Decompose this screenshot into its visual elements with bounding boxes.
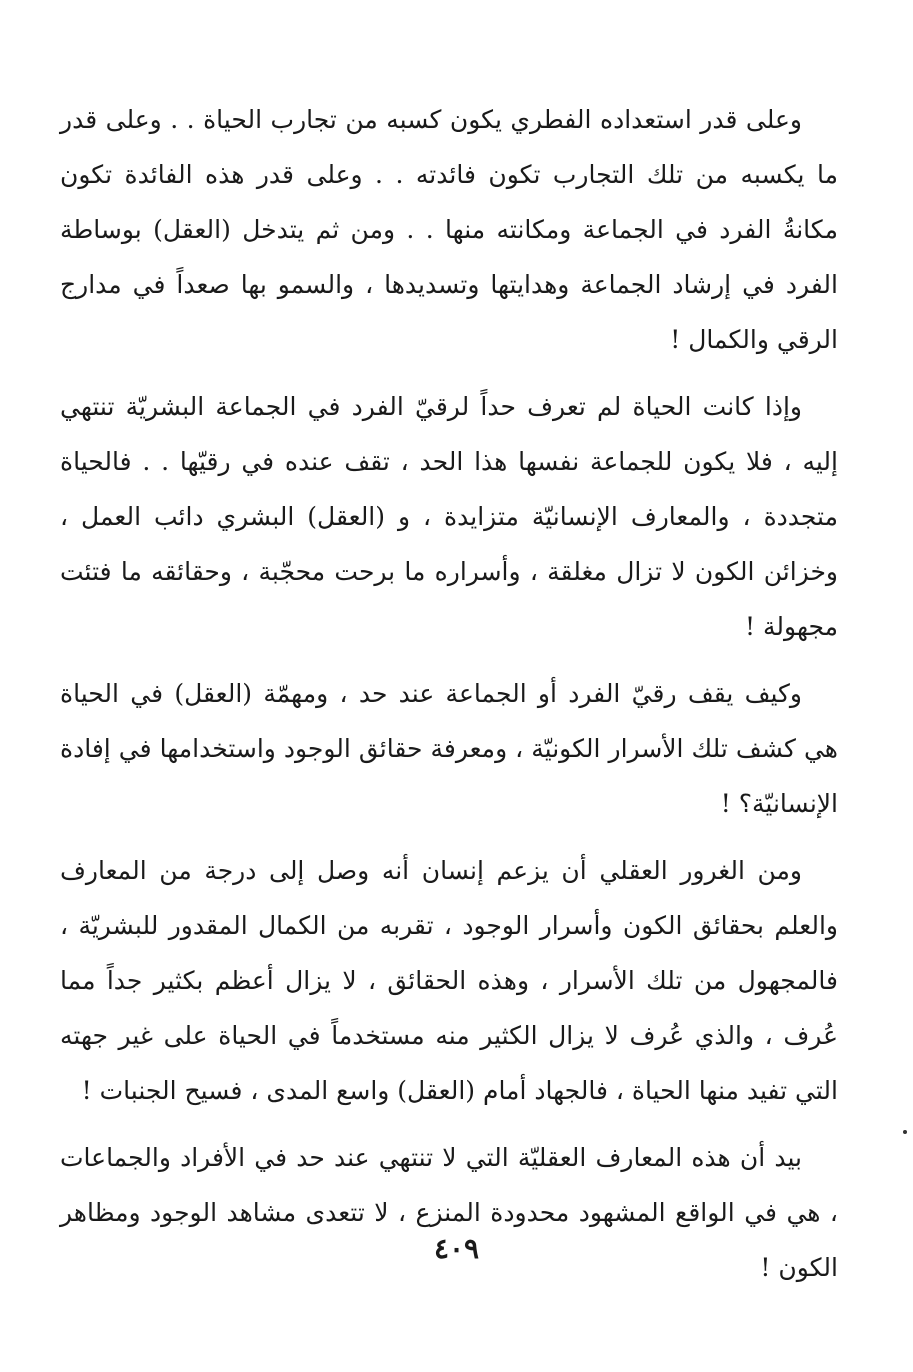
- page-body: [60, 92, 838, 1307]
- page-number: ٤٠٩: [433, 1232, 480, 1265]
- paragraph-3: وكيف يقف رقيّ الفرد أو الجماعة عند حد ، ومهمّة (العقل) في الحياة هي كشف تلك الأسرار الكونيّة ، ومعرفة حقائق الوجود واستخدامها في إفادة الإنسانيّة؟ !: [60, 679, 838, 818]
- paragraph-4: ومن الغرور العقلي أن يزعم إنسان أنه وصل إلى درجة من المعارف والعلم بحقائق الكون وأسرار الوجود ، تقربه من الكمال المقدور للبشريّة ، فالمجهول من تلك الأسرار ، وهذه الحقائق ، لا يزال أعظم بكثير جداً مما عُرف ، والذي عُرف لا يزال الكثير منه مستخدماً في الحياة على غير جهته التي تفيد منها الحياة ، فالجهاد أمام (العقل) واسع المدى ، فسيح الجنبات !: [60, 856, 838, 1105]
- paragraph-5: بيد أن هذه المعارف العقليّة التي لا تنتهي عند حد في الأفراد والجماعات ، هي في الواقع المشهود محدودة المنزع ، لا تتعدى مشاهد الوجود ومظاهر الكون !: [60, 1143, 838, 1282]
- paragraph-2: وإذا كانت الحياة لم تعرف حداً لرقيّ الفرد في الجماعة البشريّة تنتهي إليه ، فلا يكون للجماعة نفسها هذا الحد ، تقف عنده في رقيّها . . فالحياة متجددة ، والمعارف الإنسانيّة متزايدة ، و (العقل) البشري دائب العمل ، وخزائن الكون لا تزال مغلقة ، وأسراره ما برحت محجّبة ، وحقائقه ما فتئت مجهولة !: [60, 392, 838, 641]
- scan-speck: [903, 1130, 907, 1134]
- paragraph-1: وعلى قدر استعداده الفطري يكون كسبه من تجارب الحياة . . وعلى قدر ما يكسبه من تلك التجارب تكون فائدته . . وعلى قدر هذه الفائدة تكون مكانةُ الفرد في الجماعة ومكانته منها . . ومن ثم يتدخل (العقل) بوساطة الفرد في إرشاد الجماعة وهدايتها وتسديدها ، والسمو بها صعداً في مدارج الرقي والكمال !: [60, 105, 838, 354]
